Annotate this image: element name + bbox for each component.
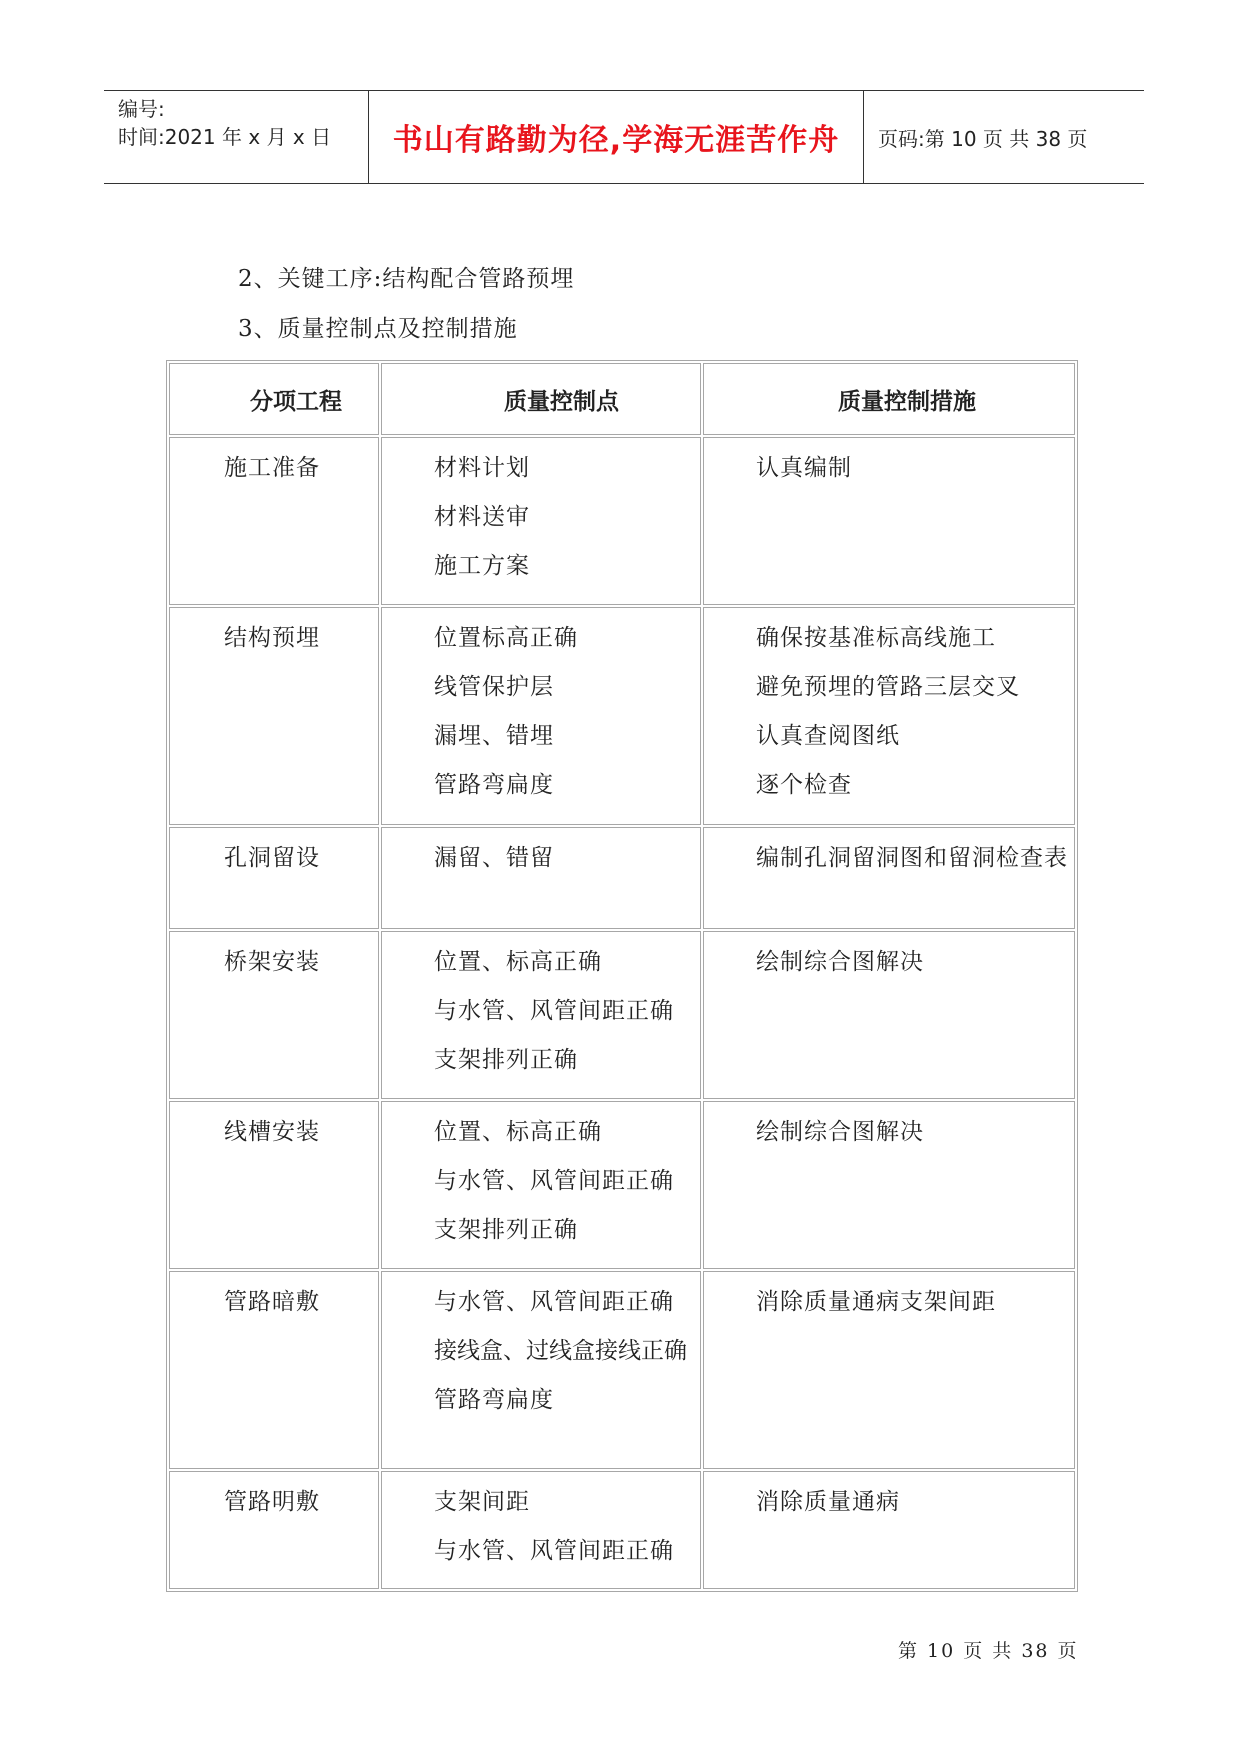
control-measure: 避免预埋的管路三层交叉: [756, 674, 1020, 700]
control-point: 接线盒、过线盒接线正确: [434, 1338, 687, 1364]
control-point: 管路弯扁度: [434, 772, 554, 798]
table-header-row: [169, 363, 1075, 435]
item-name: 孔洞留设: [169, 827, 379, 929]
control-measure: 消除质量通病: [756, 1489, 900, 1515]
control-point: 材料送审: [434, 504, 530, 530]
control-measure: 消除质量通病支架间距: [756, 1289, 996, 1315]
control-measure: 绘制综合图解决: [756, 949, 924, 975]
item-name: 结构预埋: [169, 607, 379, 825]
control-point: 支架间距: [434, 1489, 530, 1515]
control-point: 位置、标高正确: [434, 1119, 602, 1145]
control-measures: [703, 607, 1075, 825]
header-meta-cell: [104, 91, 369, 183]
control-points: [381, 827, 701, 929]
motto-text: 书山有路勤为径,学海无涯苦作舟: [392, 123, 840, 158]
control-point: 施工方案: [434, 553, 530, 579]
control-point: 支架排列正确: [434, 1217, 578, 1243]
control-point: 支架排列正确: [434, 1047, 578, 1073]
table-row: [169, 437, 1075, 605]
quality-control-table: [166, 360, 1078, 1592]
control-measure: 绘制综合图解决: [756, 1119, 924, 1145]
control-point: 材料计划: [434, 455, 530, 481]
control-measure: 逐个检查: [756, 772, 852, 798]
control-points: [381, 1101, 701, 1269]
item-name: 线槽安装: [169, 1101, 379, 1269]
table-row: [169, 1271, 1075, 1469]
control-measures: [703, 1471, 1075, 1589]
control-points: [381, 1271, 701, 1469]
control-measure: 认真编制: [756, 455, 852, 481]
header-page-info: 页码:第 10 页 共 38 页: [878, 126, 1088, 151]
key-process-heading: 2、关键工序:结构配合管路预埋: [238, 266, 575, 292]
control-measure: 确保按基准标高线施工: [756, 625, 996, 651]
control-point: 与水管、风管间距正确: [434, 998, 674, 1024]
control-points: [381, 1471, 701, 1589]
control-point: 位置、标高正确: [434, 949, 602, 975]
control-points: [381, 931, 701, 1099]
control-points: [381, 437, 701, 605]
header-motto-cell: [369, 91, 864, 183]
control-measures: [703, 827, 1075, 929]
page-footer: 第 10 页 共 38 页: [898, 1640, 1079, 1662]
column-header-measures: 质量控制措施: [703, 363, 1075, 435]
control-measure: 编制孔洞留洞图和留洞检查表: [756, 845, 1068, 871]
table-row: [169, 827, 1075, 929]
control-point: 线管保护层: [434, 674, 554, 700]
control-point: 与水管、风管间距正确: [434, 1538, 674, 1564]
control-points: [381, 607, 701, 825]
control-measure: 认真查阅图纸: [756, 723, 900, 749]
document-header: [104, 90, 1144, 184]
table-row: [169, 607, 1075, 825]
control-point: 与水管、风管间距正确: [434, 1289, 674, 1315]
control-measures: [703, 1101, 1075, 1269]
item-name: 施工准备: [169, 437, 379, 605]
control-point: 漏留、错留: [434, 845, 554, 871]
control-measures: [703, 931, 1075, 1099]
control-point: 漏埋、错埋: [434, 723, 554, 749]
column-header-item: 分项工程: [169, 363, 379, 435]
quality-control-heading: 3、质量控制点及控制措施: [238, 316, 518, 342]
control-point: 位置标高正确: [434, 625, 578, 651]
table-row: [169, 1101, 1075, 1269]
table-row: [169, 931, 1075, 1099]
item-name: 桥架安装: [169, 931, 379, 1099]
date-label: 时间:2021 年 x 月 x 日: [118, 125, 332, 149]
control-point: 与水管、风管间距正确: [434, 1168, 674, 1194]
item-name: 管路明敷: [169, 1471, 379, 1589]
control-measures: [703, 1271, 1075, 1469]
header-page-cell: [864, 91, 1144, 183]
serial-number-label: 编号:: [118, 97, 165, 121]
table-row: [169, 1471, 1075, 1589]
column-header-points: 质量控制点: [381, 363, 701, 435]
control-measures: [703, 437, 1075, 605]
control-point: 管路弯扁度: [434, 1387, 554, 1413]
item-name: 管路暗敷: [169, 1271, 379, 1469]
